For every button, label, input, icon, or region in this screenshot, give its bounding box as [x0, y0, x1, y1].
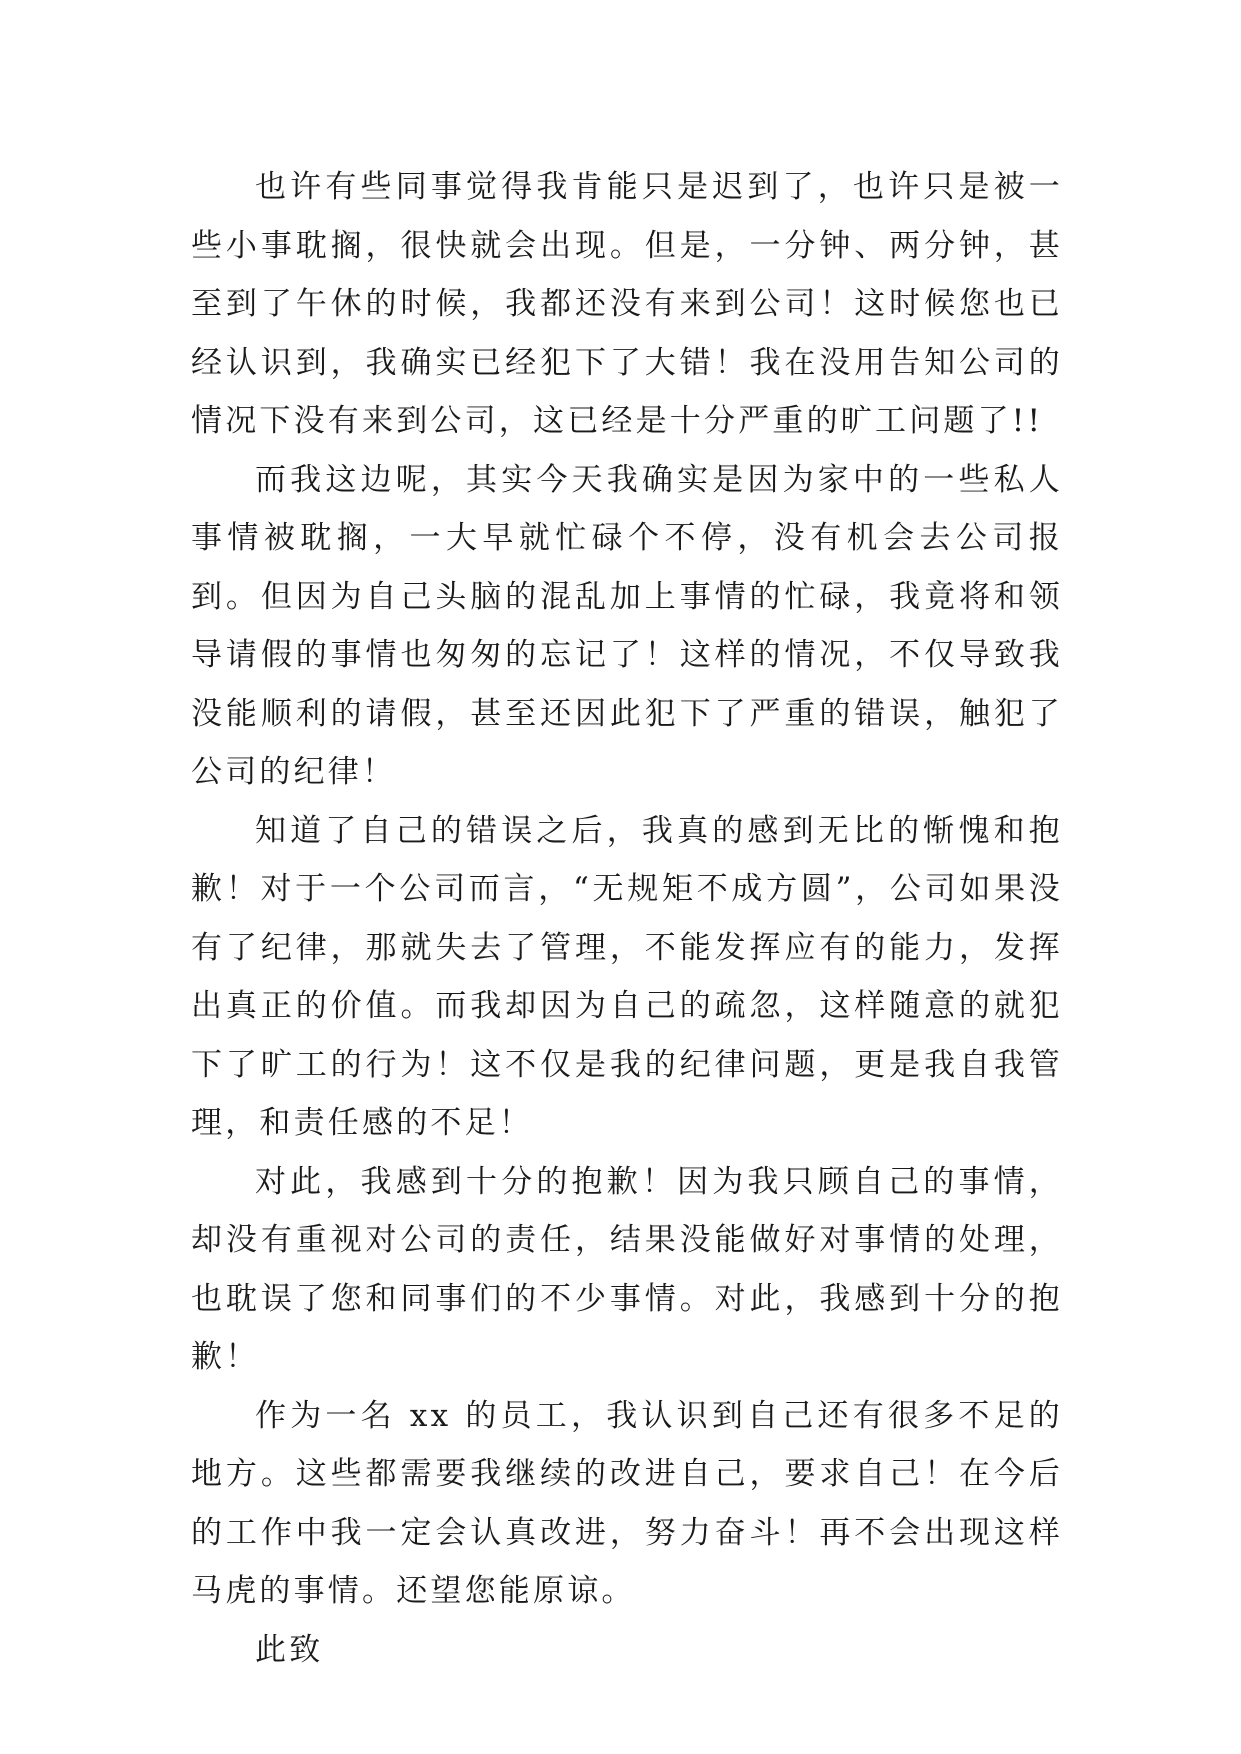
- letter-body: [191, 158, 1063, 1679]
- paragraph-3: 知道了自己的错误之后，我真的感到无比的惭愧和抱歉！对于一个公司而言，“无规矩不成方圆”，公司如果没有了纪律，那就失去了管理，不能发挥应有的能力，发挥出真正的价值。而我却因为自己的疏忽，这样随意的就犯下了旷工的行为！这不仅是我的纪律问题，更是我自我管理，和责任感的不足！: [191, 812, 1063, 1141]
- paragraph-2: 而我这边呢，其实今天我确实是因为家中的一些私人事情被耽搁，一大早就忙碌个不停，没有机会去公司报到。但因为自己头脑的混乱加上事情的忙碌，我竟将和领导请假的事情也匆匆的忘记了！这样的情况，不仅导致我没能顺利的请假，甚至还因此犯下了严重的错误，触犯了公司的纪律！: [191, 461, 1063, 790]
- paragraph-1: 也许有些同事觉得我肯能只是迟到了，也许只是被一些小事耽搁，很快就会出现。但是，一分钟、两分钟，甚至到了午休的时候，我都还没有来到公司！这时候您也已经认识到，我确实已经犯下了大错！我在没用告知公司的情况下没有来到公司，这已经是十分严重的旷工问题了!!: [191, 169, 1063, 439]
- closing-salutation: 此致: [255, 1631, 324, 1668]
- paragraph-5: 作为一名 xx 的员工，我认识到自己还有很多不足的地方。这些都需要我继续的改进自己，要求自己！在今后的工作中我一定会认真改进，努力奋斗！再不会出现这样马虎的事情。还望您能原谅。: [191, 1397, 1063, 1609]
- paragraph-4: 对此，我感到十分的抱歉！因为我只顾自己的事情，却没有重视对公司的责任，结果没能做好对事情的处理，也耽误了您和同事们的不少事情。对此，我感到十分的抱歉！: [191, 1163, 1063, 1375]
